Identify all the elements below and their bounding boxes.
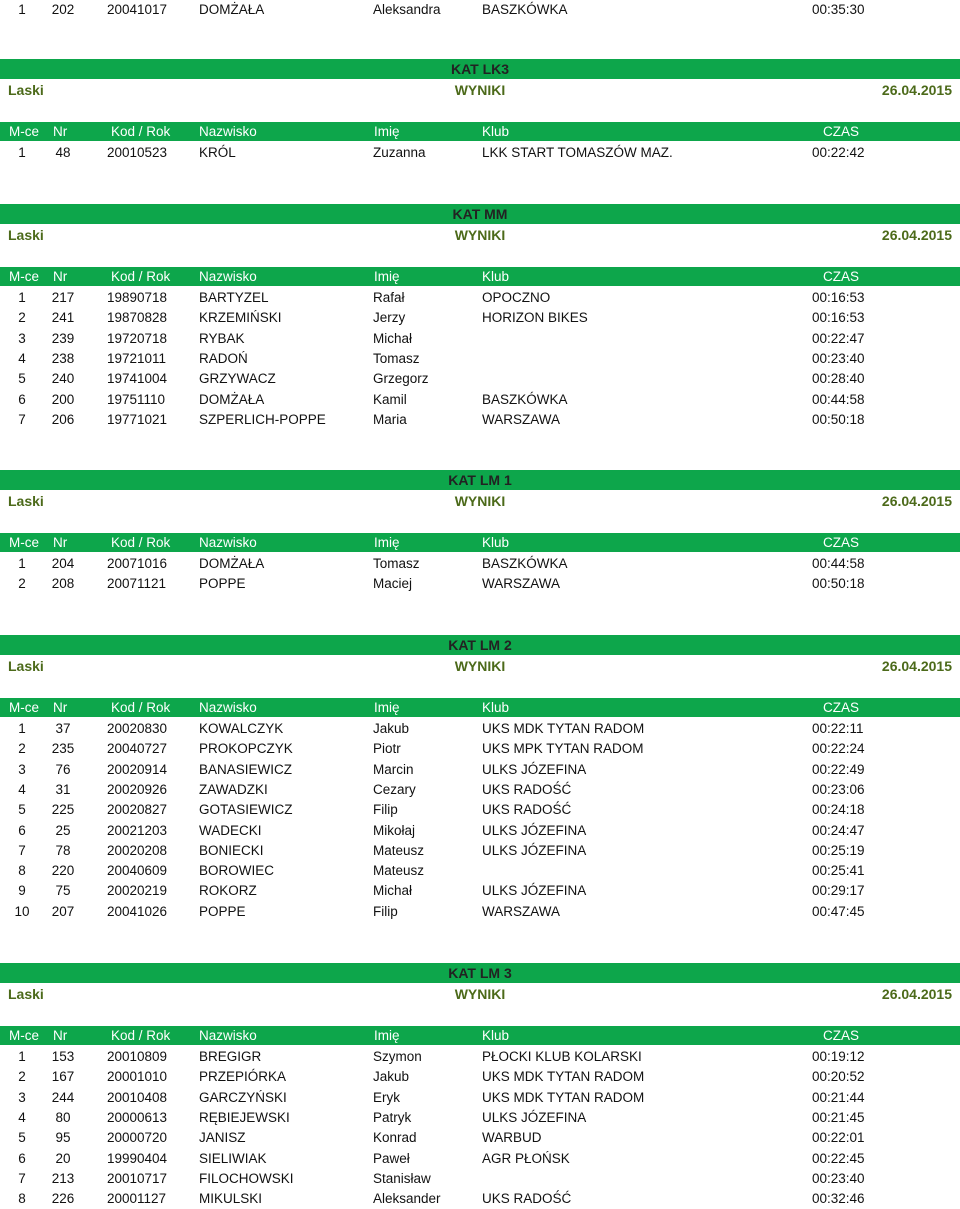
firstname-cell: Aleksandra: [373, 2, 441, 17]
results-label: WYNIKI: [454, 82, 506, 98]
category-title: KAT LM 1: [448, 472, 512, 488]
date-label: 26.04.2015: [881, 658, 952, 674]
number-cell: 217: [51, 290, 75, 305]
number-cell: 208: [51, 576, 75, 592]
code-cell: 19870828: [107, 310, 168, 326]
firstname-cell: Eryk: [373, 1089, 400, 1105]
time-cell: 00:25:41: [812, 863, 865, 879]
column-header-kod: Kod / Rok: [111, 700, 171, 715]
place-cell: 7: [18, 1170, 26, 1186]
firstname-cell: Paweł: [373, 1150, 410, 1166]
code-cell: 20000720: [107, 1130, 168, 1146]
time-cell: 00:44:58: [812, 391, 865, 407]
number-cell: 207: [51, 903, 75, 919]
code-cell: 20071121: [107, 576, 167, 592]
surname-cell: KRZEMIŃSKI: [199, 310, 282, 326]
result-row: [0, 1149, 960, 1169]
number-cell: 37: [55, 721, 71, 736]
time-cell: 00:22:24: [812, 741, 865, 757]
surname-cell: BREGIGR: [199, 1049, 262, 1064]
club-cell: ULKS JÓZEFINA: [482, 822, 587, 838]
result-row: [0, 1189, 960, 1209]
subheader: [0, 490, 960, 512]
time-cell: 00:32:46: [812, 1191, 865, 1207]
place-cell: 3: [18, 1089, 26, 1105]
result-row: [0, 349, 960, 369]
firstname-cell: Mikołaj: [373, 822, 416, 838]
place-cell: 7: [18, 411, 26, 427]
table-header: [0, 533, 960, 552]
firstname-cell: Michał: [373, 883, 413, 899]
code-cell: 19771021: [107, 411, 168, 427]
place-cell: 3: [18, 330, 26, 346]
surname-cell: RADOŃ: [199, 350, 248, 366]
club-cell: OPOCZNO: [482, 290, 551, 305]
result-row: [0, 821, 960, 841]
firstname-cell: Zuzanna: [373, 145, 426, 160]
number-cell: 213: [51, 1170, 75, 1186]
column-header-czas: CZAS: [823, 269, 860, 284]
venue-label: Laski: [8, 986, 44, 1002]
subheader: [0, 983, 960, 1005]
column-header-kod: Kod / Rok: [111, 124, 171, 139]
surname-cell: POPPE: [199, 903, 246, 919]
column-header-nr: Nr: [53, 535, 68, 550]
results-label: WYNIKI: [454, 658, 506, 674]
number-cell: 153: [51, 1049, 75, 1064]
column-header-nazwisko: Nazwisko: [199, 700, 257, 715]
date-label: 26.04.2015: [881, 986, 952, 1002]
time-cell: 00:47:45: [812, 903, 865, 919]
surname-cell: GOTASIEWICZ: [199, 802, 293, 818]
club-cell: ULKS JÓZEFINA: [482, 883, 587, 899]
code-cell: 20020208: [107, 842, 168, 858]
number-cell: 206: [51, 411, 75, 427]
firstname-cell: Szymon: [373, 1049, 422, 1064]
place-cell: 7: [18, 842, 26, 858]
number-cell: 238: [51, 350, 75, 366]
column-header-pos: M-ce: [9, 269, 39, 284]
time-cell: 00:22:49: [812, 761, 865, 777]
place-cell: 5: [18, 802, 26, 818]
place-cell: 6: [18, 391, 26, 407]
number-cell: 76: [55, 761, 71, 777]
code-cell: 20010809: [107, 1049, 168, 1064]
code-cell: 20010717: [107, 1170, 168, 1186]
result-row: [0, 288, 960, 308]
time-cell: 00:23:40: [812, 1170, 865, 1186]
club-cell: WARSZAWA: [482, 411, 560, 427]
number-cell: 220: [51, 863, 75, 879]
surname-cell: SZPERLICH-POPPE: [199, 411, 326, 427]
number-cell: 235: [51, 741, 75, 757]
firstname-cell: Maria: [373, 411, 407, 427]
club-cell: BASZKÓWKA: [482, 391, 568, 407]
place-cell: 8: [18, 863, 26, 879]
surname-cell: KOWALCZYK: [199, 721, 284, 736]
date-label: 26.04.2015: [881, 493, 952, 509]
place-cell: 5: [18, 1130, 26, 1146]
number-cell: 202: [51, 2, 75, 17]
time-cell: 00:16:53: [812, 290, 865, 305]
firstname-cell: Jakub: [373, 721, 410, 736]
column-header-nazwisko: Nazwisko: [199, 269, 257, 284]
column-header-nazwisko: Nazwisko: [199, 535, 257, 550]
place-cell: 1: [18, 145, 26, 160]
number-cell: 225: [51, 802, 75, 818]
result-row: [0, 800, 960, 820]
column-header-imie: Imię: [374, 700, 400, 715]
result-row: [0, 308, 960, 328]
column-header-kod: Kod / Rok: [111, 535, 171, 550]
club-cell: UKS MPK TYTAN RADOM: [482, 741, 644, 757]
club-cell: BASZKÓWKA: [482, 556, 568, 571]
club-cell: UKS MDK TYTAN RADOM: [482, 1069, 645, 1085]
column-header-pos: M-ce: [9, 124, 39, 139]
number-cell: 241: [51, 310, 75, 326]
number-cell: 240: [51, 371, 75, 387]
time-cell: 00:23:06: [812, 781, 865, 797]
club-cell: UKS RADOŚĆ: [482, 1191, 572, 1207]
place-cell: 2: [18, 1069, 26, 1085]
result-row: [0, 574, 960, 594]
column-header-imie: Imię: [374, 535, 400, 550]
column-header-kod: Kod / Rok: [111, 1028, 171, 1043]
result-row: [0, 1128, 960, 1148]
surname-cell: BANASIEWICZ: [199, 761, 293, 777]
column-header-imie: Imię: [374, 124, 400, 139]
club-cell: UKS RADOŚĆ: [482, 781, 572, 797]
time-cell: 00:25:19: [812, 842, 865, 858]
firstname-cell: Mateusz: [373, 863, 425, 879]
code-cell: 19990404: [107, 1150, 168, 1166]
category-title: KAT LM 2: [448, 637, 512, 653]
number-cell: 75: [55, 883, 71, 899]
result-row: [0, 329, 960, 349]
results-label: WYNIKI: [454, 986, 506, 1002]
surname-cell: BONIECKI: [199, 842, 264, 858]
club-cell: ULKS JÓZEFINA: [482, 1109, 587, 1125]
time-cell: 00:22:45: [812, 1150, 865, 1166]
surname-cell: DOMŻAŁA: [199, 391, 265, 407]
result-row: [0, 902, 960, 922]
result-row: [0, 1067, 960, 1087]
column-header-klub: Klub: [482, 535, 510, 550]
time-cell: 00:22:42: [812, 145, 865, 160]
result-row: [0, 841, 960, 861]
time-cell: 00:24:47: [812, 822, 865, 838]
column-header-kod: Kod / Rok: [111, 269, 171, 284]
result-row: [0, 410, 960, 430]
column-header-nazwisko: Nazwisko: [199, 1028, 257, 1043]
venue-label: Laski: [8, 82, 44, 98]
date-label: 26.04.2015: [881, 227, 952, 243]
firstname-cell: Konrad: [373, 1130, 417, 1146]
column-header-imie: Imię: [374, 1028, 400, 1043]
code-cell: 19751110: [107, 391, 166, 407]
firstname-cell: Marcin: [373, 761, 414, 777]
club-cell: PŁOCKI KLUB KOLARSKI: [482, 1049, 642, 1064]
code-cell: 20020914: [107, 761, 168, 777]
time-cell: 00:16:53: [812, 310, 865, 326]
club-cell: WARBUD: [482, 1130, 542, 1146]
surname-cell: MIKULSKI: [199, 1191, 263, 1207]
category-title: KAT LK3: [450, 61, 510, 77]
number-cell: 20: [55, 1150, 71, 1166]
place-cell: 1: [18, 556, 26, 571]
code-cell: 20071016: [107, 556, 168, 571]
column-header-nr: Nr: [53, 700, 68, 715]
result-row: [0, 0, 960, 20]
column-header-czas: CZAS: [823, 535, 860, 550]
result-row: [0, 881, 960, 901]
firstname-cell: Aleksander: [373, 1191, 441, 1207]
date-label: 26.04.2015: [881, 82, 952, 98]
firstname-cell: Jerzy: [373, 310, 406, 326]
time-cell: 00:21:45: [812, 1109, 865, 1125]
column-header-nr: Nr: [53, 269, 68, 284]
subheader: [0, 655, 960, 677]
time-cell: 00:35:30: [812, 2, 865, 17]
number-cell: 78: [55, 842, 71, 858]
club-cell: WARSZAWA: [482, 576, 560, 592]
time-cell: 00:44:58: [812, 556, 865, 571]
table-header: [0, 122, 960, 141]
results-label: WYNIKI: [454, 493, 506, 509]
surname-cell: PRZEPIÓRKA: [199, 1069, 287, 1085]
club-cell: AGR PŁOŃSK: [482, 1150, 570, 1166]
surname-cell: GARCZYŃSKI: [199, 1089, 287, 1105]
firstname-cell: Stanisław: [373, 1170, 431, 1186]
number-cell: 204: [51, 556, 75, 571]
results-label: WYNIKI: [454, 227, 506, 243]
place-cell: 2: [18, 310, 26, 326]
number-cell: 48: [55, 145, 71, 160]
result-row: [0, 760, 960, 780]
result-row: [0, 554, 960, 574]
club-cell: BASZKÓWKA: [482, 2, 568, 17]
club-cell: WARSZAWA: [482, 903, 560, 919]
column-header-imie: Imię: [374, 269, 400, 284]
club-cell: UKS MDK TYTAN RADOM: [482, 721, 645, 736]
column-header-klub: Klub: [482, 700, 510, 715]
column-header-klub: Klub: [482, 1028, 510, 1043]
result-row: [0, 780, 960, 800]
club-cell: LKK START TOMASZÓW MAZ.: [482, 145, 673, 160]
time-cell: 00:50:18: [812, 411, 865, 427]
number-cell: 244: [51, 1089, 75, 1105]
firstname-cell: Patryk: [373, 1109, 412, 1125]
result-row: [0, 1088, 960, 1108]
number-cell: 200: [51, 391, 75, 407]
code-cell: 20000613: [107, 1109, 168, 1125]
column-header-pos: M-ce: [9, 1028, 39, 1043]
time-cell: 00:22:01: [812, 1130, 865, 1146]
place-cell: 6: [18, 1150, 26, 1166]
firstname-cell: Tomasz: [373, 350, 420, 366]
column-header-czas: CZAS: [823, 700, 860, 715]
firstname-cell: Mateusz: [373, 842, 425, 858]
result-row: [0, 1047, 960, 1067]
result-row: [0, 390, 960, 410]
firstname-cell: Kamil: [373, 391, 407, 407]
time-cell: 00:22:47: [812, 330, 865, 346]
code-cell: 19720718: [107, 330, 168, 346]
place-cell: 2: [18, 576, 26, 592]
result-row: [0, 719, 960, 739]
column-header-nazwisko: Nazwisko: [199, 124, 257, 139]
time-cell: 00:29:17: [812, 883, 865, 899]
result-row: [0, 861, 960, 881]
code-cell: 20021203: [107, 822, 168, 838]
club-cell: ULKS JÓZEFINA: [482, 842, 587, 858]
place-cell: 4: [18, 1109, 26, 1125]
result-row: [0, 1108, 960, 1128]
firstname-cell: Piotr: [373, 741, 401, 757]
place-cell: 8: [18, 1191, 26, 1207]
result-row: [0, 143, 960, 163]
surname-cell: BARTYZEL: [199, 290, 269, 305]
firstname-cell: Filip: [373, 903, 398, 919]
time-cell: 00:23:40: [812, 350, 865, 366]
time-cell: 00:22:11: [812, 721, 864, 736]
column-header-nr: Nr: [53, 1028, 68, 1043]
place-cell: 1: [18, 721, 26, 736]
time-cell: 00:28:40: [812, 371, 865, 387]
code-cell: 20041026: [107, 903, 168, 919]
column-header-pos: M-ce: [9, 535, 39, 550]
code-cell: 20020827: [107, 802, 168, 818]
subheader: [0, 224, 960, 246]
column-header-nr: Nr: [53, 124, 68, 139]
firstname-cell: Rafał: [373, 290, 405, 305]
firstname-cell: Maciej: [373, 576, 413, 592]
time-cell: 00:19:12: [812, 1049, 865, 1064]
surname-cell: RĘBIEJEWSKI: [199, 1109, 290, 1125]
code-cell: 19721011: [107, 350, 167, 366]
venue-label: Laski: [8, 658, 44, 674]
column-header-klub: Klub: [482, 124, 510, 139]
club-cell: HORIZON BIKES: [482, 310, 588, 326]
firstname-cell: Tomasz: [373, 556, 420, 571]
time-cell: 00:24:18: [812, 802, 865, 818]
place-cell: 6: [18, 822, 26, 838]
number-cell: 167: [51, 1069, 75, 1085]
surname-cell: BOROWIEC: [199, 863, 275, 879]
surname-cell: JANISZ: [199, 1130, 246, 1146]
code-cell: 20010408: [107, 1089, 168, 1105]
place-cell: 1: [18, 290, 26, 305]
surname-cell: DOMŻAŁA: [199, 556, 265, 571]
code-cell: 19741004: [107, 371, 168, 387]
surname-cell: ZAWADZKI: [199, 781, 268, 797]
surname-cell: KRÓL: [199, 145, 236, 160]
code-cell: 19890718: [107, 290, 168, 305]
club-cell: UKS RADOŚĆ: [482, 802, 572, 818]
venue-label: Laski: [8, 493, 44, 509]
number-cell: 239: [51, 330, 75, 346]
place-cell: 4: [18, 781, 26, 797]
place-cell: 10: [14, 903, 30, 919]
subheader: [0, 79, 960, 101]
surname-cell: DOMŻAŁA: [199, 2, 265, 17]
surname-cell: FILOCHOWSKI: [199, 1170, 294, 1186]
place-cell: 3: [18, 761, 26, 777]
code-cell: 20010523: [107, 145, 168, 160]
table-header: [0, 1026, 960, 1045]
time-cell: 00:21:44: [812, 1089, 865, 1105]
surname-cell: ROKORZ: [199, 883, 257, 899]
number-cell: 25: [55, 822, 71, 838]
place-cell: 1: [18, 1049, 26, 1064]
code-cell: 20040609: [107, 863, 168, 879]
number-cell: 95: [55, 1130, 71, 1146]
column-header-pos: M-ce: [9, 700, 39, 715]
place-cell: 2: [18, 741, 26, 757]
surname-cell: GRZYWACZ: [199, 371, 276, 387]
result-row: [0, 369, 960, 389]
category-title: KAT LM 3: [448, 965, 512, 981]
place-cell: 4: [18, 350, 26, 366]
number-cell: 80: [55, 1109, 71, 1125]
club-cell: UKS MDK TYTAN RADOM: [482, 1089, 645, 1105]
result-row: [0, 1169, 960, 1189]
table-header: [0, 267, 960, 286]
club-cell: ULKS JÓZEFINA: [482, 761, 587, 777]
code-cell: 20020219: [107, 883, 168, 899]
code-cell: 20040727: [107, 741, 168, 757]
column-header-czas: CZAS: [823, 124, 860, 139]
table-header: [0, 698, 960, 717]
surname-cell: POPPE: [199, 576, 246, 592]
number-cell: 226: [51, 1191, 75, 1207]
time-cell: 00:20:52: [812, 1069, 865, 1085]
code-cell: 20001127: [107, 1191, 167, 1207]
column-header-klub: Klub: [482, 269, 510, 284]
code-cell: 20020830: [107, 721, 168, 736]
venue-label: Laski: [8, 227, 44, 243]
firstname-cell: Cezary: [373, 781, 416, 797]
place-cell: 1: [18, 2, 26, 17]
firstname-cell: Filip: [373, 802, 398, 818]
result-row: [0, 739, 960, 759]
surname-cell: SIELIWIAK: [199, 1150, 267, 1166]
code-cell: 20001010: [107, 1069, 168, 1085]
place-cell: 9: [18, 883, 26, 899]
firstname-cell: Michał: [373, 330, 413, 346]
firstname-cell: Grzegorz: [373, 371, 429, 387]
surname-cell: RYBAK: [199, 330, 245, 346]
firstname-cell: Jakub: [373, 1069, 410, 1085]
number-cell: 31: [55, 781, 71, 797]
surname-cell: WADECKI: [199, 822, 262, 838]
surname-cell: PROKOPCZYK: [199, 741, 293, 757]
column-header-czas: CZAS: [823, 1028, 860, 1043]
code-cell: 20020926: [107, 781, 168, 797]
code-cell: 20041017: [107, 2, 168, 17]
time-cell: 00:50:18: [812, 576, 865, 592]
category-title: KAT MM: [452, 206, 508, 222]
place-cell: 5: [18, 371, 26, 387]
